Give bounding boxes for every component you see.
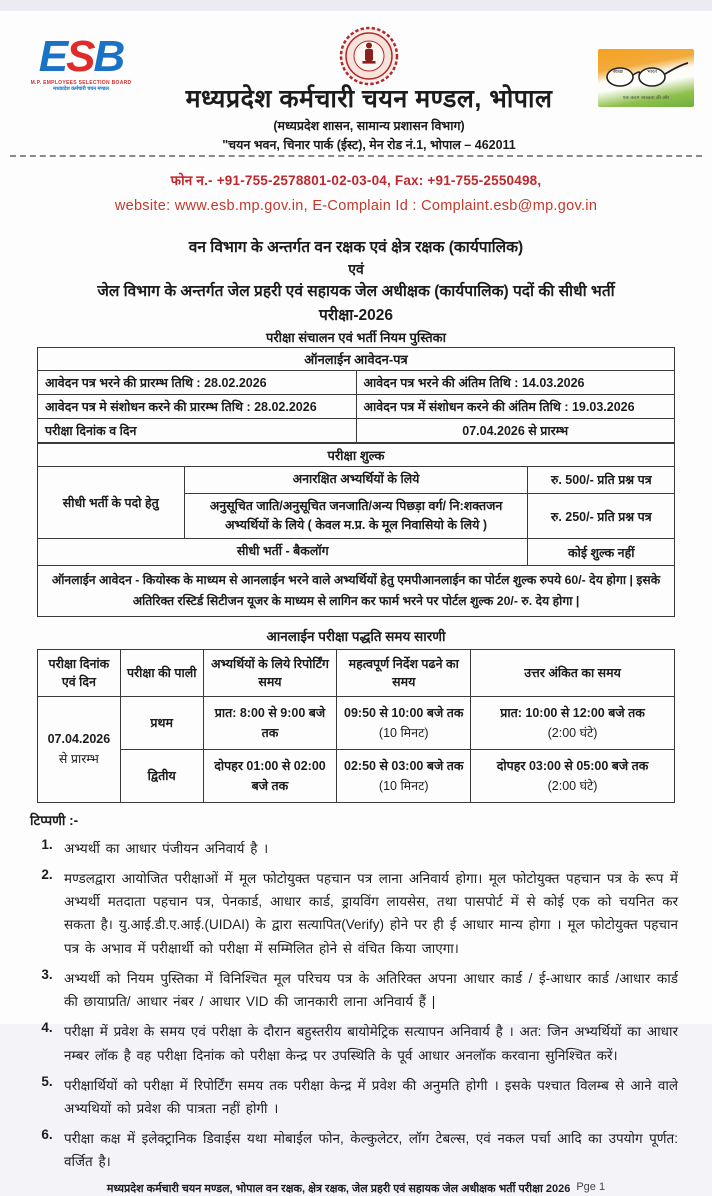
table-row	[38, 467, 675, 493]
exam-date-suffix: से प्रारम्भ	[58, 752, 99, 767]
shift-1-reporting-cell: प्रात: 8:00 से 9:00 बजे तक	[203, 696, 337, 749]
note-number: 5.	[41, 1073, 53, 1089]
notice-title	[0, 236, 712, 347]
application-dates-table	[37, 347, 675, 443]
application-table-wrap	[0, 347, 712, 443]
note-number: 6.	[41, 1127, 53, 1143]
table-row	[38, 395, 675, 419]
application-table-header: ऑनलाईन आवेदन-पत्र	[38, 348, 675, 371]
footer-text: मध्यप्रदेश कर्मचारी चयन मण्डल, भोपाल वन रक्षक, क्षेत्र रक्षक, जेल प्रहरी एवं सहायक जेल अधीक्षक भर्ती परीक्षा 2026	[106, 1182, 571, 1195]
exam-date-value-cell: 07.04.2026 से प्रारम्भ	[356, 419, 675, 443]
backlog-label-cell: सीधी भर्ती - बैकलॉग	[38, 539, 528, 565]
title-line-1: वन विभाग के अन्तर्गत वन रक्षक एवं क्षेत्र रक्षक (कार्यपालिक)	[188, 239, 524, 256]
title-line-3: जेल विभाग के अन्तर्गत जेल प्रहरी एवं सहायक जेल अधीक्षक (कार्यपालिक) पदों की सीधी भर्ती	[97, 283, 615, 301]
table-row	[38, 749, 675, 802]
col-header-exam-date: परीक्षा दिनांक एवं दिन	[38, 649, 121, 696]
note-number: 4.	[41, 1020, 53, 1036]
shift-2-reporting-cell: दोपहर 01:00 से 02:00 बजे तक	[203, 749, 337, 802]
correction-end-value: 19.03.2026	[571, 400, 635, 415]
unreserved-category-cell: अनारक्षित अभ्यर्थियों के लिये	[184, 467, 528, 493]
shift-1-answer-cell	[471, 696, 675, 749]
note-text: अभ्यर्थी का आधार पंजीयन अनिवार्य है ।	[64, 840, 269, 856]
schedule-table-title: आनलाईन परीक्षा पद्धति समय सारणी	[266, 628, 446, 644]
table-row	[38, 649, 675, 696]
direct-recruitment-cell: सीधी भर्ती के पदो हेतु	[38, 467, 185, 539]
shift-1-instr-time: 09:50 से 10:00 बजे तक	[344, 705, 464, 720]
note-number: 3.	[41, 966, 53, 982]
shift-1-instr-duration: (10 मिनट)	[378, 725, 429, 740]
schedule-table-wrap	[0, 649, 712, 803]
swachh-tagline: एक कदम स्वच्छता की ओर	[622, 95, 670, 100]
esb-logo-subtitle-en: M.P. EMPLOYEES SELECTION BOARD	[30, 79, 132, 86]
list-item	[30, 837, 678, 860]
list-item	[30, 1020, 678, 1066]
reserved-fee-cell: रु. 250/- प्रति प्रश्न पत्र	[528, 493, 675, 539]
table-row	[38, 696, 675, 749]
table-row	[38, 565, 675, 616]
start-date-cell	[38, 371, 357, 395]
shift-2-instructions-cell	[337, 749, 471, 802]
contact-block	[0, 171, 712, 214]
unreserved-fee-cell: रु. 500/- प्रति प्रश्न पत्र	[528, 467, 675, 493]
col-header-answer: उत्तर अंकित का समय	[471, 649, 675, 696]
shift-2-instr-time: 02:50 से 03:00 बजे तक	[344, 758, 464, 773]
table-row	[38, 419, 675, 443]
col-header-shift: परीक्षा की पाली	[120, 649, 203, 696]
shift-1-answer-time: प्रात: 10:00 से 12:00 बजे तक	[500, 705, 645, 720]
fee-table	[37, 443, 675, 616]
note-number: 2.	[41, 867, 53, 882]
kiosk-portal-note-cell: ऑनलाईन आवेदन - कियोस्क के माध्यम से आनलाईन भरने वाले अभ्यर्थियों हेतु एमपीआनलाईन का पोर्टल शुल्क रुपये 60/- देय होगा | इसके अतिरिक्त रस्टिर्ड सिटीजन यूजर के माध्यम से लागिन कर फार्म भरने पर पोर्टल शुल्क 20/- रु. देय होगा |	[38, 565, 675, 616]
note-text: अभ्यर्थी को नियम पुस्तिका में विनिश्चित मूल परिचय पत्र के अतिरिक्त अपना आधार कार्ड / ई-आधार कार्ड /आधार कार्ड की छायाप्रति/ आधार नंबर / आधार VID की जानकारी लाना अनिवार्य हैं |	[64, 970, 678, 1010]
schedule-table	[37, 649, 675, 803]
exam-date-value: 07.04.2026	[47, 732, 111, 747]
correction-start-cell	[38, 395, 357, 419]
list-item	[30, 1127, 678, 1173]
col-header-reporting: अभ्यर्थियों के लिये रिपोर्टिंग समय	[203, 649, 337, 696]
list-item	[30, 967, 678, 1013]
shift-2-answer-cell	[471, 749, 675, 802]
swachh-lens2-label: भारत	[647, 69, 657, 75]
swachh-glasses-icon	[602, 61, 690, 91]
notes-label: टिप्पणी :-	[30, 812, 79, 828]
title-rulebook-label: परीक्षा संचालन एवं भर्ती नियम पुस्तिका	[265, 329, 447, 345]
end-date-label: आवेदन पत्र भरने की अंतिम तिथि :	[363, 376, 519, 391]
end-date-value: 14.03.2026	[521, 376, 585, 391]
page-footer	[0, 1181, 712, 1196]
title-line-2: एवं	[348, 261, 364, 278]
esb-letter-e: E	[38, 32, 67, 81]
letterhead	[0, 11, 712, 153]
org-address-line: "चयन भवन, चिनार पार्क (ईस्ट), मेन रोड नं.1, भोपाल – 462011	[222, 138, 516, 152]
esb-letter-b: B	[93, 32, 124, 81]
correction-end-label: आवेदन पत्र में संशोधन करने की अंतिम तिथि :	[363, 400, 569, 415]
shift-2-cell: द्वितीय	[120, 749, 203, 802]
title-exam-year: परीक्षा-2026	[319, 306, 393, 324]
table-row	[38, 539, 675, 565]
page-number: Pge 1	[576, 1180, 606, 1193]
table-row	[38, 371, 675, 395]
esb-logo-letters	[22, 32, 140, 81]
note-text: मण्डलद्वारा आयोजित परीक्षाओं में मूल फोटोयुक्त पहचान पत्र लाना अनिवार्य होगा। मूल फोटोयुक्त पहचान पत्र के रूप में अभ्यर्थी मतदाता पहचान पत्र, पेनकार्ड, आधार कार्ड, ड्रायविंग लायसेस, तथा पासपोर्ट में से कोई एक को चयनित कर सकता है। यु.आई.डी.ए.आई.(UIDAI) के द्वारा सत्यापित(Verify) होने पर ही ई आधार मान्य होगा । मूल फोटोयुक्त पहचान पत्र के अभाव में परीक्षार्थी को परीक्षा में सम्मिलित होने से वंचित किया जाएगा।	[64, 871, 678, 956]
col-header-instructions: महत्वपूर्ण निर्देश पढने का समय	[337, 649, 471, 696]
org-name: मध्यप्रदेश कर्मचारी चयन मण्डल, भोपाल	[185, 85, 553, 113]
start-date-label: आवेदन पत्र भरने की प्रारम्भ तिथि :	[45, 376, 201, 391]
note-text: परीक्षा में प्रवेश के समय एवं परीक्षा के दौरान बहुस्तरीय बायोमेट्रिक सत्यापन अनिवार्य है । अत: जिन अभ्यर्थियों का आधार नम्बर लॉक है वह परीक्षा दिनांक को परीक्षा केन्द्र पर उपस्थिति के पूर्व आधार अनलॉक करवाना सुनिश्चित करें।	[64, 1024, 678, 1063]
esb-logo-subtitle-hi: मध्यप्रदेश कर्मचारी चयन मण्डल	[53, 85, 109, 92]
fee-table-wrap	[0, 443, 712, 616]
shift-1-instructions-cell	[337, 696, 471, 749]
mp-state-emblem-icon	[338, 25, 400, 87]
org-department-line: (मध्यप्रदेश शासन, सामान्य प्रशासन विभाग)	[273, 119, 465, 133]
table-row	[38, 444, 675, 467]
fee-table-header: परीक्षा शुल्क	[38, 444, 675, 467]
list-item	[30, 1074, 678, 1120]
swachh-lens1-label: स्वच्छ	[612, 69, 624, 75]
phone-fax-line: फोन न.- +91-755-2578801-02-03-04, Fax: +91-755-2550498,	[170, 173, 542, 188]
end-date-cell	[356, 371, 675, 395]
esb-logo	[22, 25, 140, 92]
correction-start-label: आवेदन पत्र मे संशोधन करने की प्रारम्भ तिथि :	[45, 400, 251, 415]
esb-letter-s: S	[66, 32, 94, 81]
note-text: परीक्षा कक्ष में इलेक्ट्रानिक डिवाईस यथा मोबाईल फोन, केल्कुलेटर, लॉग टेबल्स, एवं नकल पर्चा आदि का उपयोग पूर्णत: वर्जित है।	[64, 1131, 678, 1170]
shift-2-answer-duration: (2:00 घंटे)	[547, 778, 598, 793]
list-item	[30, 867, 678, 960]
table-row	[38, 348, 675, 371]
photo-edge-strip	[0, 0, 712, 11]
note-text: परीक्षार्थियों को परीक्षा में रिपोर्टिंग समय तक परीक्षा केन्द्र में प्रवेश की अनुमति होगी । इसके पश्चात विलम्ब से आने वाले अभ्यथियों को प्रवेश की पात्रता नहीं होगी ।	[64, 1077, 678, 1116]
correction-start-value: 28.02.2026	[254, 400, 317, 415]
correction-end-cell	[356, 395, 675, 419]
notes-section	[0, 803, 712, 1174]
exam-date-label: परीक्षा दिनांक व दिन	[45, 424, 137, 439]
shift-1-answer-duration: (2:00 घंटे)	[547, 725, 598, 740]
shift-2-instr-duration: (10 मिनट)	[378, 778, 429, 793]
swachh-bharat-logo-box	[598, 49, 694, 107]
note-number: 1.	[41, 836, 53, 852]
letterhead-center	[140, 25, 598, 153]
reserved-category-cell: अनुसूचित जाति/अनुसूचित जनजाति/अन्य पिछड़ा वर्ग/ नि:शक्तजन अभ्यर्थियों के लिये ( केवल म.प्र. के मूल निवासियो के लिये )	[184, 493, 528, 539]
exam-date-label-cell	[38, 419, 357, 443]
website-email-line: website: www.esb.mp.gov.in, E-Complain Id : Complaint.esb@mp.gov.in	[114, 198, 598, 214]
header-divider	[10, 155, 702, 157]
exam-date-cell	[38, 696, 121, 802]
shift-2-answer-time: दोपहर 03:00 से 05:00 बजे तक	[496, 758, 649, 773]
shift-1-cell: प्रथम	[120, 696, 203, 749]
swachh-bharat-logo	[598, 49, 694, 107]
backlog-fee-cell: कोई शुल्क नहीं	[528, 539, 675, 565]
start-date-value: 28.02.2026	[204, 376, 267, 391]
